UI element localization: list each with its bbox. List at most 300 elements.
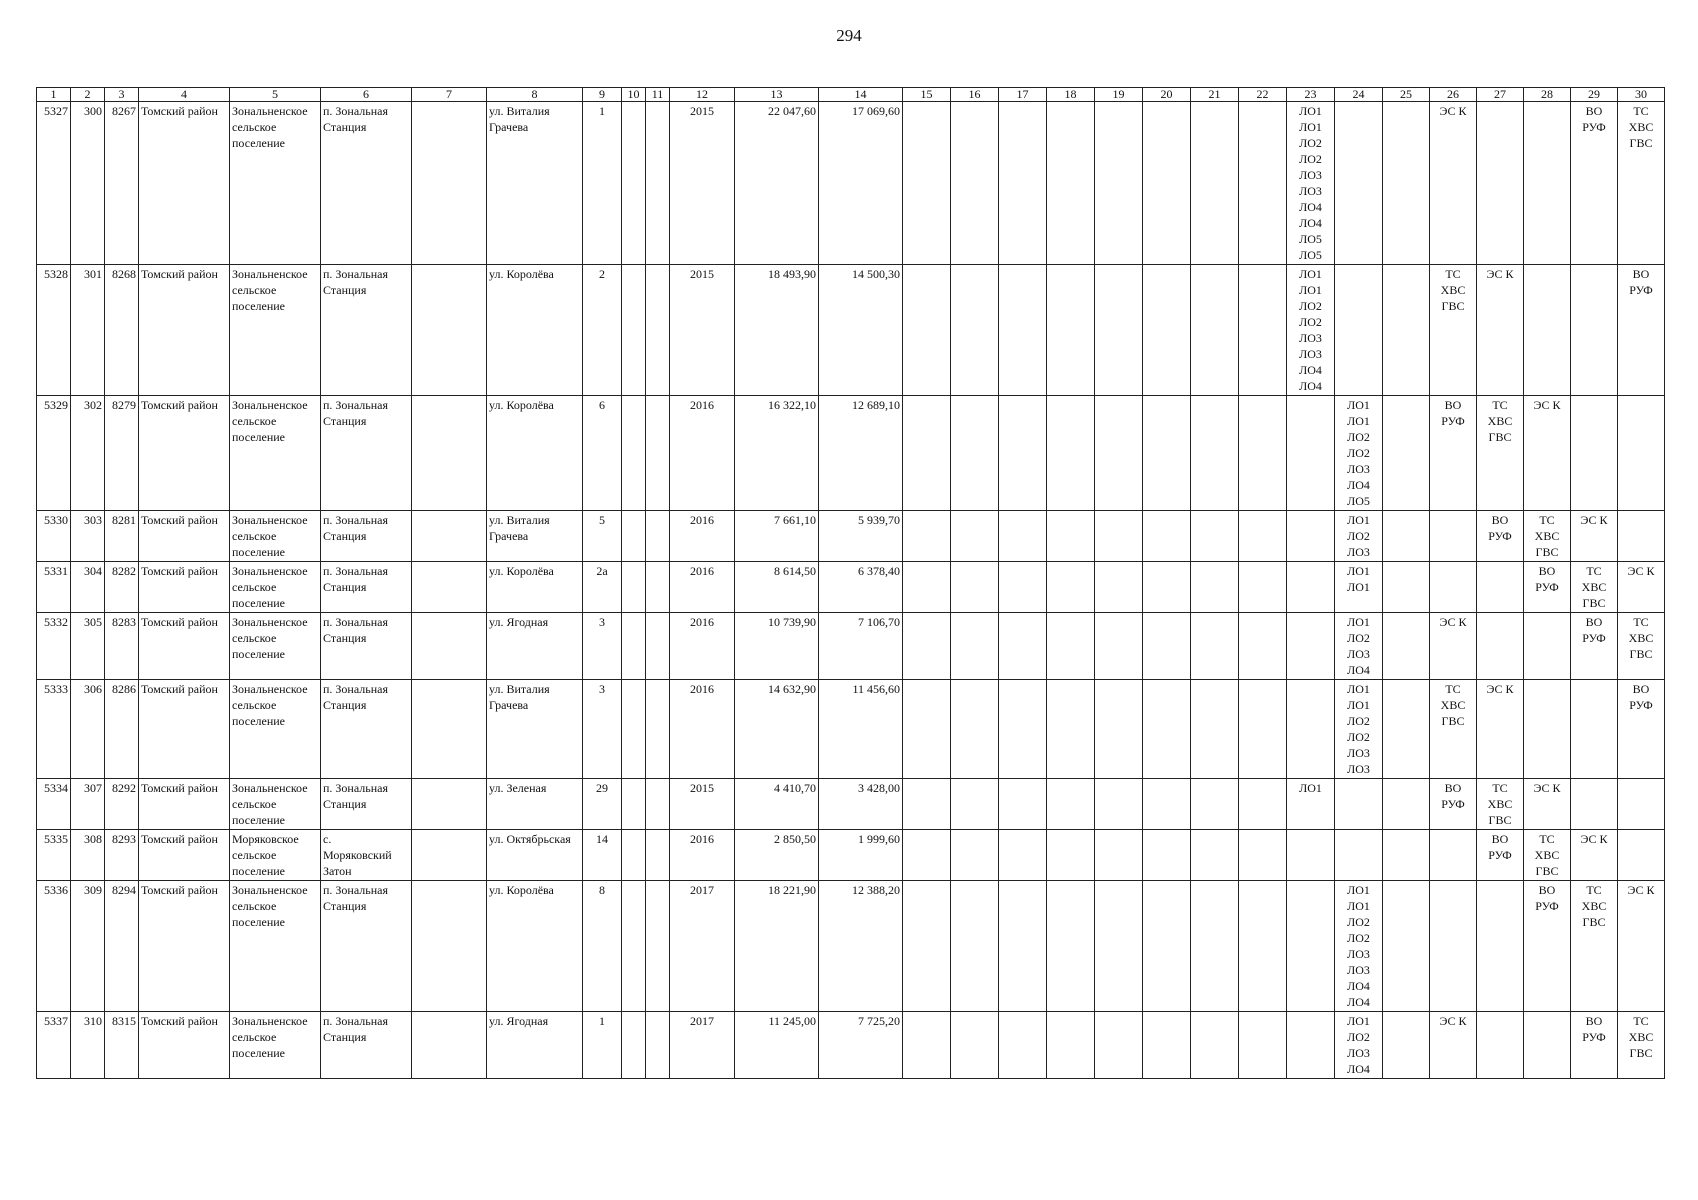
table-cell-col-2: 308 — [71, 830, 105, 881]
table-cell-col-16 — [951, 265, 999, 396]
table-cell-col-6: п. Зональная Станция — [321, 396, 412, 511]
table-cell-col-18 — [1047, 881, 1095, 1012]
table-row — [37, 779, 1665, 830]
table-cell-col-22 — [1239, 1012, 1287, 1079]
table-cell-col-12: 2016 — [670, 680, 735, 779]
column-header: 12 — [670, 88, 735, 102]
table-cell-col-7 — [412, 562, 487, 613]
table-cell-col-27 — [1477, 613, 1524, 680]
column-header: 4 — [139, 88, 230, 102]
table-cell-col-15 — [903, 779, 951, 830]
table-cell-col-12: 2016 — [670, 830, 735, 881]
table-cell-col-9: 2 — [583, 265, 622, 396]
table-cell-col-24 — [1335, 102, 1383, 265]
table-cell-col-18 — [1047, 265, 1095, 396]
table-cell-col-22 — [1239, 881, 1287, 1012]
table-cell-col-12: 2015 — [670, 102, 735, 265]
table-cell-col-20 — [1143, 265, 1191, 396]
table-cell-col-17 — [999, 613, 1047, 680]
table-cell-col-14: 1 999,60 — [819, 830, 903, 881]
table-cell-col-25 — [1383, 511, 1430, 562]
table-cell-col-28 — [1524, 613, 1571, 680]
table-cell-col-10 — [622, 1012, 646, 1079]
table-cell-col-11 — [646, 511, 670, 562]
table-cell-col-17 — [999, 779, 1047, 830]
table-cell-col-25 — [1383, 680, 1430, 779]
table-cell-col-8: ул. Октябрьская — [487, 830, 583, 881]
table-cell-col-19 — [1095, 511, 1143, 562]
table-cell-col-3: 8279 — [105, 396, 139, 511]
table-cell-col-28: ЭС К — [1524, 396, 1571, 511]
table-cell-col-18 — [1047, 1012, 1095, 1079]
table-cell-col-7 — [412, 265, 487, 396]
table-cell-col-22 — [1239, 680, 1287, 779]
table-cell-col-9: 14 — [583, 830, 622, 881]
table-cell-col-5: Зональненское сельское поселение — [230, 613, 321, 680]
table-cell-col-12: 2016 — [670, 511, 735, 562]
table-cell-col-12: 2017 — [670, 1012, 735, 1079]
table-cell-col-1: 5329 — [37, 396, 71, 511]
table-row — [37, 680, 1665, 779]
table-cell-col-11 — [646, 680, 670, 779]
table-cell-col-4: Томский район — [139, 680, 230, 779]
table-cell-col-24: ЛО1 ЛО2 ЛО3 ЛО4 — [1335, 613, 1383, 680]
table-cell-col-25 — [1383, 830, 1430, 881]
table-cell-col-23 — [1287, 1012, 1335, 1079]
table-cell-col-19 — [1095, 881, 1143, 1012]
table-cell-col-25 — [1383, 779, 1430, 830]
table-cell-col-23: ЛО1 ЛО1 ЛО2 ЛО2 ЛО3 ЛО3 ЛО4 ЛО4 ЛО5 ЛО5 — [1287, 102, 1335, 265]
table-cell-col-21 — [1191, 562, 1239, 613]
table-row — [37, 1012, 1665, 1079]
column-header: 29 — [1571, 88, 1618, 102]
table-cell-col-16 — [951, 680, 999, 779]
table-cell-col-28: ЭС К — [1524, 779, 1571, 830]
table-cell-col-8: ул. Ягодная — [487, 613, 583, 680]
table-cell-col-29: ВО РУФ — [1571, 102, 1618, 265]
table-cell-col-20 — [1143, 511, 1191, 562]
table-cell-col-7 — [412, 396, 487, 511]
table-cell-col-13: 7 661,10 — [735, 511, 819, 562]
table-cell-col-17 — [999, 830, 1047, 881]
table-cell-col-10 — [622, 511, 646, 562]
table-cell-col-18 — [1047, 511, 1095, 562]
table-cell-col-22 — [1239, 613, 1287, 680]
table-cell-col-5: Зональненское сельское поселение — [230, 265, 321, 396]
table-cell-col-18 — [1047, 830, 1095, 881]
table-cell-col-23 — [1287, 511, 1335, 562]
table-cell-col-16 — [951, 511, 999, 562]
table-cell-col-20 — [1143, 830, 1191, 881]
table-cell-col-8: ул. Ягодная — [487, 1012, 583, 1079]
column-header: 25 — [1383, 88, 1430, 102]
table-cell-col-19 — [1095, 562, 1143, 613]
column-header: 18 — [1047, 88, 1095, 102]
table-cell-col-7 — [412, 1012, 487, 1079]
table-cell-col-24: ЛО1 ЛО1 ЛО2 ЛО2 ЛО3 ЛО4 ЛО5 — [1335, 396, 1383, 511]
table-cell-col-1: 5336 — [37, 881, 71, 1012]
table-cell-col-16 — [951, 1012, 999, 1079]
table-cell-col-28 — [1524, 680, 1571, 779]
table-cell-col-30: ТС ХВС ГВС — [1618, 1012, 1665, 1079]
column-header: 2 — [71, 88, 105, 102]
table-cell-col-4: Томский район — [139, 881, 230, 1012]
table-row — [37, 265, 1665, 396]
table-cell-col-26 — [1430, 511, 1477, 562]
table-cell-col-2: 307 — [71, 779, 105, 830]
table-cell-col-3: 8294 — [105, 881, 139, 1012]
table-cell-col-30 — [1618, 396, 1665, 511]
table-cell-col-26: ВО РУФ — [1430, 396, 1477, 511]
table-cell-col-19 — [1095, 102, 1143, 265]
table-cell-col-2: 301 — [71, 265, 105, 396]
table-cell-col-30: ВО РУФ — [1618, 265, 1665, 396]
table-cell-col-21 — [1191, 396, 1239, 511]
table-cell-col-5: Зональненское сельское поселение — [230, 102, 321, 265]
table-cell-col-10 — [622, 396, 646, 511]
table-cell-col-21 — [1191, 511, 1239, 562]
table-cell-col-27: ЭС К — [1477, 265, 1524, 396]
table-cell-col-21 — [1191, 1012, 1239, 1079]
table-cell-col-3: 8283 — [105, 613, 139, 680]
column-number-row — [37, 88, 1665, 102]
table-cell-col-26: ЭС К — [1430, 613, 1477, 680]
table-cell-col-17 — [999, 102, 1047, 265]
table-cell-col-20 — [1143, 680, 1191, 779]
table-cell-col-10 — [622, 881, 646, 1012]
table-cell-col-13: 2 850,50 — [735, 830, 819, 881]
table-cell-col-30: ЭС К — [1618, 562, 1665, 613]
table-cell-col-22 — [1239, 511, 1287, 562]
table-cell-col-16 — [951, 613, 999, 680]
table-cell-col-9: 3 — [583, 680, 622, 779]
table-cell-col-11 — [646, 830, 670, 881]
table-cell-col-20 — [1143, 396, 1191, 511]
table-cell-col-27: ЭС К — [1477, 680, 1524, 779]
table-cell-col-6: п. Зональная Станция — [321, 680, 412, 779]
table-cell-col-16 — [951, 830, 999, 881]
table-cell-col-14: 12 388,20 — [819, 881, 903, 1012]
table-cell-col-8: ул. Королёва — [487, 562, 583, 613]
table-cell-col-24 — [1335, 265, 1383, 396]
table-cell-col-15 — [903, 830, 951, 881]
table-cell-col-19 — [1095, 1012, 1143, 1079]
table-cell-col-7 — [412, 613, 487, 680]
column-header: 11 — [646, 88, 670, 102]
table-cell-col-3: 8315 — [105, 1012, 139, 1079]
table-cell-col-24 — [1335, 779, 1383, 830]
table-cell-col-29 — [1571, 396, 1618, 511]
table-cell-col-5: Зональненское сельское поселение — [230, 881, 321, 1012]
table-cell-col-11 — [646, 779, 670, 830]
table-cell-col-13: 18 493,90 — [735, 265, 819, 396]
column-header: 16 — [951, 88, 999, 102]
table-cell-col-26 — [1430, 881, 1477, 1012]
table-cell-col-26 — [1430, 830, 1477, 881]
table-cell-col-6: п. Зональная Станция — [321, 779, 412, 830]
table-cell-col-21 — [1191, 265, 1239, 396]
table-cell-col-11 — [646, 102, 670, 265]
table-row — [37, 613, 1665, 680]
table-cell-col-21 — [1191, 613, 1239, 680]
table-cell-col-12: 2017 — [670, 881, 735, 1012]
table-cell-col-18 — [1047, 680, 1095, 779]
table-cell-col-6: п. Зональная Станция — [321, 613, 412, 680]
table-cell-col-13: 14 632,90 — [735, 680, 819, 779]
table-cell-col-29: ТС ХВС ГВС — [1571, 562, 1618, 613]
table-cell-col-14: 3 428,00 — [819, 779, 903, 830]
table-cell-col-13: 11 245,00 — [735, 1012, 819, 1079]
table-cell-col-15 — [903, 881, 951, 1012]
table-cell-col-28: ВО РУФ — [1524, 881, 1571, 1012]
table-cell-col-5: Зональненское сельское поселение — [230, 1012, 321, 1079]
table-cell-col-10 — [622, 265, 646, 396]
table-cell-col-12: 2015 — [670, 265, 735, 396]
table-cell-col-23: ЛО1 — [1287, 779, 1335, 830]
table-cell-col-25 — [1383, 1012, 1430, 1079]
table-cell-col-1: 5332 — [37, 613, 71, 680]
table-cell-col-6: п. Зональная Станция — [321, 511, 412, 562]
table-cell-col-4: Томский район — [139, 562, 230, 613]
registry-table — [36, 87, 1665, 1079]
table-cell-col-24: ЛО1 ЛО1 — [1335, 562, 1383, 613]
table-cell-col-25 — [1383, 613, 1430, 680]
table-cell-col-5: Зональненское сельское поселение — [230, 511, 321, 562]
table-cell-col-22 — [1239, 779, 1287, 830]
table-cell-col-20 — [1143, 881, 1191, 1012]
table-cell-col-13: 8 614,50 — [735, 562, 819, 613]
table-cell-col-14: 17 069,60 — [819, 102, 903, 265]
table-cell-col-6: п. Зональная Станция — [321, 881, 412, 1012]
page-number: 294 — [836, 26, 862, 45]
table-cell-col-30 — [1618, 779, 1665, 830]
table-cell-col-2: 300 — [71, 102, 105, 265]
table-cell-col-18 — [1047, 562, 1095, 613]
table-cell-col-6: п. Зональная Станция — [321, 1012, 412, 1079]
table-cell-col-3: 8268 — [105, 265, 139, 396]
table-cell-col-30: ЭС К — [1618, 881, 1665, 1012]
table-cell-col-21 — [1191, 680, 1239, 779]
table-cell-col-17 — [999, 680, 1047, 779]
table-cell-col-8: ул. Виталия Грачева — [487, 102, 583, 265]
table-cell-col-22 — [1239, 830, 1287, 881]
table-cell-col-3: 8282 — [105, 562, 139, 613]
table-cell-col-10 — [622, 779, 646, 830]
table-cell-col-22 — [1239, 102, 1287, 265]
table-cell-col-18 — [1047, 613, 1095, 680]
table-cell-col-13: 18 221,90 — [735, 881, 819, 1012]
registry-body — [37, 102, 1665, 1079]
table-cell-col-16 — [951, 396, 999, 511]
table-cell-col-4: Томский район — [139, 511, 230, 562]
table-cell-col-2: 310 — [71, 1012, 105, 1079]
table-cell-col-17 — [999, 562, 1047, 613]
table-row — [37, 830, 1665, 881]
table-cell-col-7 — [412, 680, 487, 779]
table-cell-col-1: 5335 — [37, 830, 71, 881]
table-cell-col-17 — [999, 265, 1047, 396]
column-header: 30 — [1618, 88, 1665, 102]
column-header: 1 — [37, 88, 71, 102]
table-cell-col-11 — [646, 613, 670, 680]
table-cell-col-25 — [1383, 881, 1430, 1012]
table-cell-col-3: 8286 — [105, 680, 139, 779]
table-cell-col-13: 10 739,90 — [735, 613, 819, 680]
column-header: 21 — [1191, 88, 1239, 102]
table-row — [37, 396, 1665, 511]
table-cell-col-5: Зональненское сельское поселение — [230, 680, 321, 779]
table-cell-col-28: ВО РУФ — [1524, 562, 1571, 613]
table-cell-col-20 — [1143, 779, 1191, 830]
table-cell-col-23 — [1287, 881, 1335, 1012]
table-cell-col-27 — [1477, 1012, 1524, 1079]
table-cell-col-27: ТС ХВС ГВС — [1477, 779, 1524, 830]
table-cell-col-29: ВО РУФ — [1571, 1012, 1618, 1079]
table-cell-col-20 — [1143, 1012, 1191, 1079]
column-header: 19 — [1095, 88, 1143, 102]
table-cell-col-9: 5 — [583, 511, 622, 562]
table-cell-col-16 — [951, 102, 999, 265]
column-header: 14 — [819, 88, 903, 102]
table-cell-col-24: ЛО1 ЛО2 ЛО3 — [1335, 511, 1383, 562]
table-cell-col-5: Зональненское сельское поселение — [230, 562, 321, 613]
table-cell-col-26: ТС ХВС ГВС — [1430, 680, 1477, 779]
table-cell-col-12: 2016 — [670, 562, 735, 613]
table-cell-col-12: 2016 — [670, 396, 735, 511]
table-cell-col-29 — [1571, 680, 1618, 779]
table-cell-col-1: 5337 — [37, 1012, 71, 1079]
table-cell-col-18 — [1047, 102, 1095, 265]
table-cell-col-28: ТС ХВС ГВС — [1524, 830, 1571, 881]
table-cell-col-1: 5331 — [37, 562, 71, 613]
table-cell-col-16 — [951, 562, 999, 613]
column-header: 27 — [1477, 88, 1524, 102]
table-cell-col-1: 5330 — [37, 511, 71, 562]
column-header: 5 — [230, 88, 321, 102]
table-cell-col-10 — [622, 680, 646, 779]
table-cell-col-14: 5 939,70 — [819, 511, 903, 562]
table-cell-col-15 — [903, 680, 951, 779]
table-cell-col-10 — [622, 562, 646, 613]
table-cell-col-6: п. Зональная Станция — [321, 562, 412, 613]
table-cell-col-14: 7 106,70 — [819, 613, 903, 680]
table-cell-col-15 — [903, 613, 951, 680]
table-cell-col-15 — [903, 265, 951, 396]
column-header: 7 — [412, 88, 487, 102]
table-cell-col-19 — [1095, 830, 1143, 881]
table-cell-col-8: ул. Виталия Грачева — [487, 511, 583, 562]
table-cell-col-2: 302 — [71, 396, 105, 511]
table-cell-col-9: 1 — [583, 1012, 622, 1079]
table-cell-col-19 — [1095, 779, 1143, 830]
table-cell-col-17 — [999, 881, 1047, 1012]
table-cell-col-30 — [1618, 511, 1665, 562]
table-cell-col-8: ул. Виталия Грачева — [487, 680, 583, 779]
column-header: 23 — [1287, 88, 1335, 102]
table-cell-col-4: Томский район — [139, 830, 230, 881]
table-cell-col-11 — [646, 265, 670, 396]
table-cell-col-1: 5328 — [37, 265, 71, 396]
table-cell-col-20 — [1143, 562, 1191, 613]
column-header: 13 — [735, 88, 819, 102]
table-row — [37, 881, 1665, 1012]
column-header: 10 — [622, 88, 646, 102]
column-header: 15 — [903, 88, 951, 102]
table-cell-col-26: ЭС К — [1430, 102, 1477, 265]
table-cell-col-10 — [622, 102, 646, 265]
table-cell-col-19 — [1095, 265, 1143, 396]
table-cell-col-10 — [622, 830, 646, 881]
table-cell-col-20 — [1143, 613, 1191, 680]
table-cell-col-5: Зональненское сельское поселение — [230, 396, 321, 511]
table-cell-col-26: ЭС К — [1430, 1012, 1477, 1079]
table-cell-col-17 — [999, 396, 1047, 511]
table-cell-col-27 — [1477, 881, 1524, 1012]
table-cell-col-7 — [412, 102, 487, 265]
table-cell-col-23: ЛО1 ЛО1 ЛО2 ЛО2 ЛО3 ЛО3 ЛО4 ЛО4 — [1287, 265, 1335, 396]
table-cell-col-15 — [903, 396, 951, 511]
table-cell-col-24: ЛО1 ЛО1 ЛО2 ЛО2 ЛО3 ЛО3 ЛО4 ЛО4 — [1335, 881, 1383, 1012]
table-cell-col-21 — [1191, 102, 1239, 265]
table-cell-col-3: 8281 — [105, 511, 139, 562]
table-cell-col-15 — [903, 1012, 951, 1079]
table-row — [37, 102, 1665, 265]
table-cell-col-4: Томский район — [139, 265, 230, 396]
table-cell-col-2: 309 — [71, 881, 105, 1012]
table-cell-col-29 — [1571, 265, 1618, 396]
table-cell-col-21 — [1191, 881, 1239, 1012]
table-cell-col-17 — [999, 511, 1047, 562]
column-header: 28 — [1524, 88, 1571, 102]
table-cell-col-18 — [1047, 396, 1095, 511]
table-cell-col-7 — [412, 830, 487, 881]
table-cell-col-3: 8267 — [105, 102, 139, 265]
table-cell-col-23 — [1287, 562, 1335, 613]
table-cell-col-16 — [951, 779, 999, 830]
table-cell-col-13: 16 322,10 — [735, 396, 819, 511]
table-cell-col-27 — [1477, 102, 1524, 265]
table-cell-col-4: Томский район — [139, 102, 230, 265]
column-header: 26 — [1430, 88, 1477, 102]
table-cell-col-1: 5333 — [37, 680, 71, 779]
table-cell-col-14: 7 725,20 — [819, 1012, 903, 1079]
table-cell-col-4: Томский район — [139, 613, 230, 680]
table-cell-col-28 — [1524, 102, 1571, 265]
table-row — [37, 562, 1665, 613]
table-cell-col-24: ЛО1 ЛО1 ЛО2 ЛО2 ЛО3 ЛО3 — [1335, 680, 1383, 779]
table-cell-col-6: с. Моряковский Затон — [321, 830, 412, 881]
table-cell-col-5: Моряковское сельское поселение — [230, 830, 321, 881]
table-cell-col-14: 11 456,60 — [819, 680, 903, 779]
table-cell-col-25 — [1383, 102, 1430, 265]
table-cell-col-9: 29 — [583, 779, 622, 830]
column-header: 22 — [1239, 88, 1287, 102]
table-cell-col-4: Томский район — [139, 396, 230, 511]
table-cell-col-12: 2016 — [670, 613, 735, 680]
table-cell-col-22 — [1239, 265, 1287, 396]
table-cell-col-27: ВО РУФ — [1477, 830, 1524, 881]
table-cell-col-22 — [1239, 396, 1287, 511]
table-cell-col-29: ТС ХВС ГВС — [1571, 881, 1618, 1012]
column-header: 17 — [999, 88, 1047, 102]
table-cell-col-30: ТС ХВС ГВС — [1618, 613, 1665, 680]
table-cell-col-2: 303 — [71, 511, 105, 562]
table-cell-col-23 — [1287, 830, 1335, 881]
table-cell-col-26 — [1430, 562, 1477, 613]
table-cell-col-24: ЛО1 ЛО2 ЛО3 ЛО4 — [1335, 1012, 1383, 1079]
table-cell-col-6: п. Зональная Станция — [321, 102, 412, 265]
table-cell-col-28 — [1524, 1012, 1571, 1079]
